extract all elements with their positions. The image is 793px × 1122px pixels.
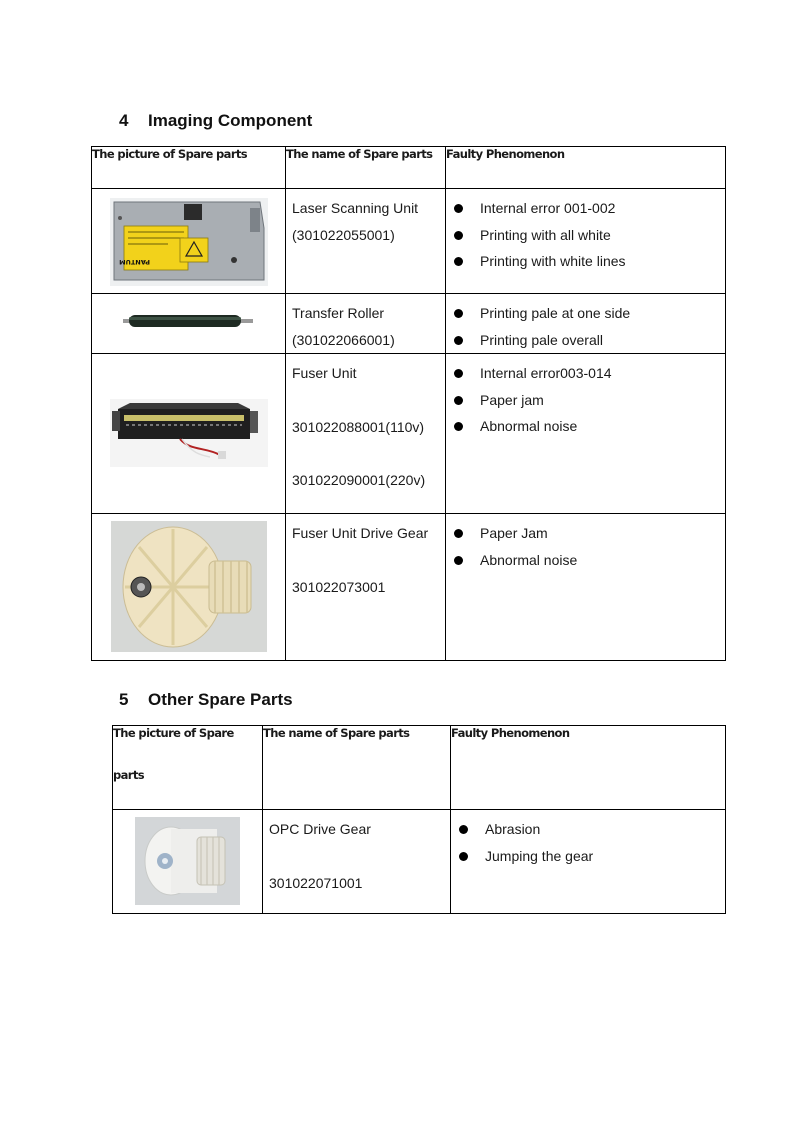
header-picture: The picture of Spare parts <box>92 147 286 189</box>
fuser-drive-gear-image <box>111 521 267 652</box>
opc-drive-gear-picture <box>113 810 263 914</box>
other-spare-parts-table <box>112 725 726 914</box>
part-name-line: Fuser Unit Drive Gear <box>292 525 429 541</box>
part-name-line: Transfer Roller <box>292 305 385 321</box>
fuser-drive-gear-picture <box>92 514 286 661</box>
part-code-line: 301022071001 <box>269 874 363 891</box>
table-row <box>92 514 726 661</box>
fault-item: Abrasion <box>459 816 719 843</box>
part-name <box>286 354 445 494</box>
part-name <box>286 189 445 248</box>
fault-cell <box>451 810 726 914</box>
part-code-line: (301022055001) <box>292 226 395 243</box>
part-name-cell <box>286 354 446 514</box>
header-fault: Faulty Phenomenon <box>446 147 726 189</box>
part-name <box>286 294 445 353</box>
fault-list <box>451 810 725 869</box>
fuser-unit-picture <box>92 354 286 514</box>
part-code-line: (301022066001) <box>292 331 395 348</box>
table-row <box>113 810 726 914</box>
fault-cell <box>446 189 726 294</box>
opc-drive-gear-image <box>135 817 240 905</box>
section-5-number: 5 <box>119 690 129 709</box>
part-name-cell <box>286 514 446 661</box>
fault-list <box>446 514 725 573</box>
imaging-component-table <box>91 146 726 661</box>
part-name-cell <box>263 810 451 914</box>
transfer-roller-picture <box>92 294 286 354</box>
fault-item: Abnormal noise <box>454 547 719 574</box>
header-name: The name of Spare parts <box>286 147 446 189</box>
fault-item: Printing pale at one side <box>454 300 719 327</box>
table-row <box>92 354 726 514</box>
section-4-heading <box>119 111 312 131</box>
part-name-line: Fuser Unit <box>292 365 357 381</box>
table-row <box>92 189 726 294</box>
part-name-cell <box>286 189 446 294</box>
part-name-line: Laser Scanning Unit <box>292 200 419 216</box>
part-name-line: OPC Drive Gear <box>269 821 371 837</box>
fault-item: Internal error 001-002 <box>454 195 719 222</box>
header-fault: Faulty Phenomenon <box>451 726 726 810</box>
part-name <box>286 514 445 600</box>
header-picture-line: parts <box>113 768 145 782</box>
section-4-number: 4 <box>119 111 129 130</box>
fault-item: Jumping the gear <box>459 843 719 870</box>
fault-item: Paper jam <box>454 387 719 414</box>
fault-list <box>446 354 725 440</box>
part-code-line: 301022090001(220v) <box>292 472 426 488</box>
fault-cell <box>446 514 726 661</box>
fault-item: Internal error003-014 <box>454 360 719 387</box>
part-code-line: 301022073001 <box>292 578 386 595</box>
fault-item: Printing pale overall <box>454 327 719 354</box>
transfer-roller-image <box>123 314 253 328</box>
fault-item: Abnormal noise <box>454 413 719 440</box>
header-name: The name of Spare parts <box>263 726 451 810</box>
part-code-line: 301022088001(110v) <box>292 418 425 435</box>
header-picture <box>113 726 263 810</box>
section-5-heading <box>119 690 293 710</box>
table-header-row <box>92 147 726 189</box>
fault-item: Paper Jam <box>454 520 719 547</box>
part-name <box>263 810 450 896</box>
pantum-label: PANTUM <box>119 258 150 266</box>
fuser-unit-image <box>110 399 268 467</box>
section-4-title: Imaging Component <box>148 111 313 130</box>
part-name-cell <box>286 294 446 354</box>
table-header-row <box>113 726 726 810</box>
table-row <box>92 294 726 354</box>
fault-cell <box>446 354 726 514</box>
fault-item: Printing with all white <box>454 222 719 249</box>
fault-list <box>446 294 725 353</box>
fault-list <box>446 189 725 275</box>
laser-scanning-unit-image <box>110 198 268 286</box>
header-picture-line: The picture of Spare <box>113 726 234 740</box>
laser-scanning-unit-picture <box>92 189 286 294</box>
section-5-title: Other Spare Parts <box>148 690 293 709</box>
fault-item: Printing with white lines <box>454 248 719 275</box>
fault-cell <box>446 294 726 354</box>
